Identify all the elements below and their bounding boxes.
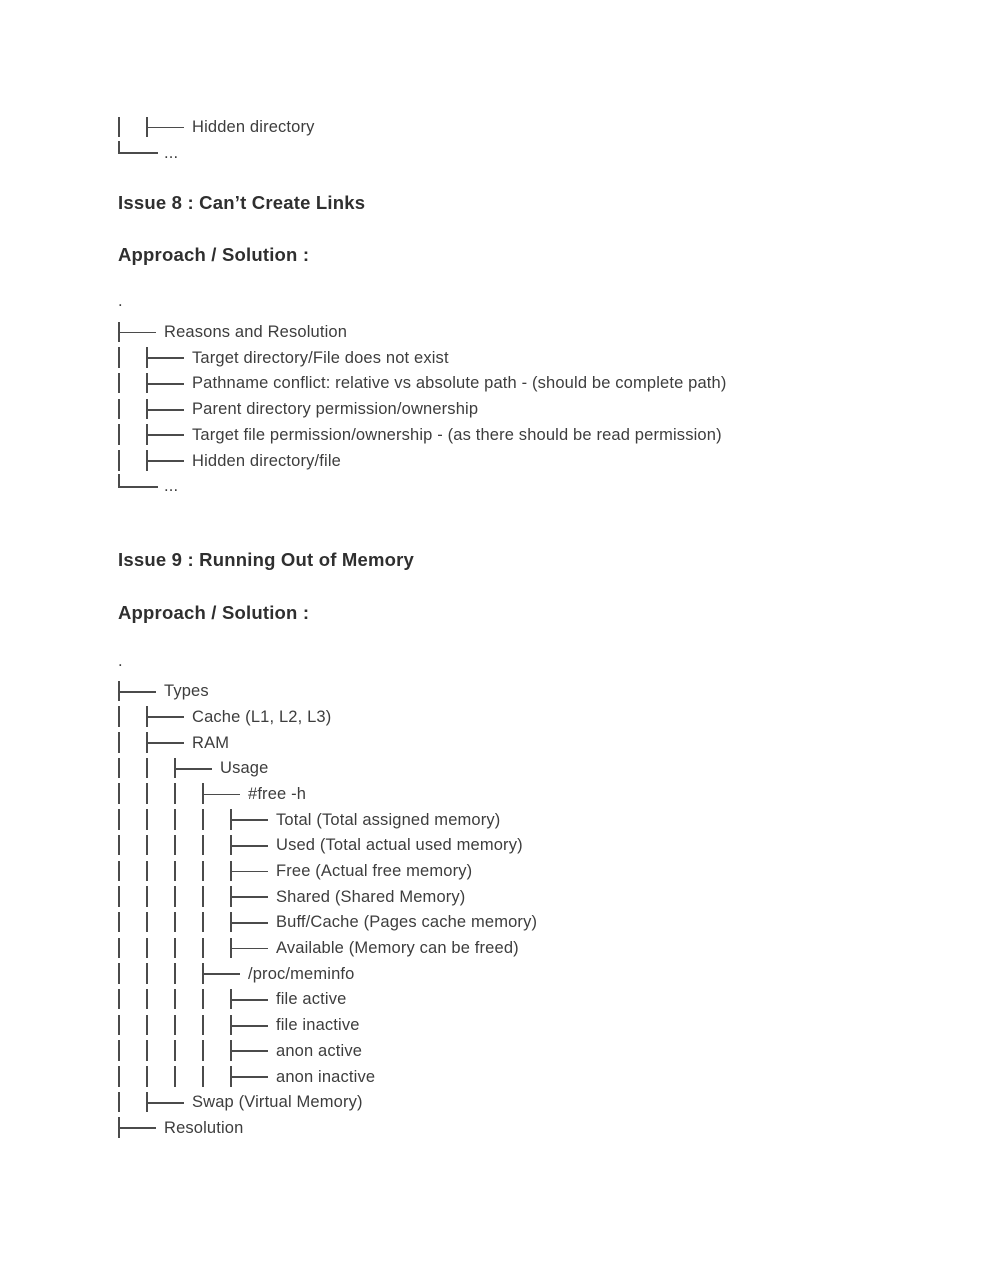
- tree-row-label: Usage: [220, 759, 269, 778]
- tree-tee-horizontal-line: [230, 1076, 268, 1078]
- tree-row-label: Cache (L1, L2, L3): [192, 707, 332, 726]
- tree-tee-horizontal-line: [118, 691, 156, 693]
- tree-row-label: file inactive: [276, 1016, 360, 1035]
- tree-vertical-line: [174, 1066, 176, 1087]
- tree-row-label: Resolution: [164, 1118, 244, 1137]
- tree-vertical-line: [146, 835, 148, 856]
- tree-row-label: Hidden directory/file: [192, 451, 341, 470]
- tree-tee-horizontal-line: [202, 794, 240, 796]
- tree-vertical-line: [174, 912, 176, 933]
- tree-vertical-line: [174, 809, 176, 830]
- tree-vertical-line: [174, 861, 176, 882]
- tree-tee-horizontal-line: [146, 742, 184, 744]
- tree-vertical-line: [118, 989, 120, 1010]
- tree-vertical-line: [118, 1015, 120, 1036]
- tree-row-label: Available (Memory can be freed): [276, 939, 519, 958]
- tree-elbow-horizontal-line: [118, 486, 158, 488]
- issue-8-heading: Issue 8 : Can’t Create Links: [118, 192, 366, 213]
- tree-vertical-line: [118, 912, 120, 933]
- tree-row-label: Reasons and Resolution: [164, 323, 348, 342]
- tree-root-dot: .: [118, 651, 123, 670]
- tree-vertical-line: [146, 809, 148, 830]
- tree-vertical-line: [146, 938, 148, 959]
- tree-row-label: Shared (Shared Memory): [276, 887, 466, 906]
- tree-tee-horizontal-line: [230, 819, 268, 821]
- tree-tee-horizontal-line: [146, 434, 184, 436]
- issue-9-approach-heading: Approach / Solution :: [118, 602, 310, 623]
- tree-vertical-line: [202, 1066, 204, 1087]
- tree-vertical-line: [174, 938, 176, 959]
- tree-tee-horizontal-line: [174, 768, 212, 770]
- tree-vertical-line: [118, 835, 120, 856]
- tree-tee-horizontal-line: [146, 409, 184, 411]
- tree-vertical-line: [118, 732, 120, 753]
- tree-vertical-line: [202, 912, 204, 933]
- tree-row-label: Buff/Cache (Pages cache memory): [276, 913, 538, 932]
- tree-tee-horizontal-line: [202, 973, 240, 975]
- tree-row-label: ...: [164, 477, 179, 496]
- tree-vertical-line: [202, 989, 204, 1010]
- tree-tee-horizontal-line: [146, 716, 184, 718]
- tree-vertical-line: [146, 861, 148, 882]
- tree-vertical-line: [118, 861, 120, 882]
- tree-vertical-line: [118, 886, 120, 907]
- tree-tee-horizontal-line: [230, 871, 268, 873]
- tree-vertical-line: [118, 424, 120, 445]
- tree-vertical-line: [146, 886, 148, 907]
- tree-row-label: ...: [164, 143, 179, 162]
- tree-vertical-line: [118, 938, 120, 959]
- tree-row-label: Total (Total assigned memory): [276, 810, 501, 829]
- tree-vertical-line: [118, 758, 120, 779]
- tree-vertical-line: [174, 886, 176, 907]
- tree-row-label: Parent directory permission/ownership: [192, 400, 479, 419]
- tree-vertical-line: [118, 1066, 120, 1087]
- tree-vertical-line: [174, 783, 176, 804]
- tree-vertical-line: [118, 399, 120, 420]
- tree-tee-horizontal-line: [146, 1102, 184, 1104]
- tree-vertical-line: [174, 989, 176, 1010]
- tree-vertical-line: [118, 1092, 120, 1113]
- tree-row-label: Target file permission/ownership - (as there should be read permission): [192, 425, 722, 444]
- tree-row-label: Used (Total actual used memory): [276, 836, 523, 855]
- tree-vertical-line: [146, 912, 148, 933]
- tree-vertical-line: [118, 373, 120, 394]
- tree-vertical-line: [118, 783, 120, 804]
- tree-vertical-line: [146, 758, 148, 779]
- tree-vertical-line: [202, 835, 204, 856]
- tree-vertical-line: [202, 1015, 204, 1036]
- tree-row-label: /proc/meminfo: [248, 964, 355, 983]
- tree-row-label: file active: [276, 990, 347, 1009]
- tree-root-dot: .: [118, 292, 123, 311]
- tree-vertical-line: [146, 1066, 148, 1087]
- tree-tee-horizontal-line: [146, 127, 184, 129]
- tree-vertical-line: [118, 963, 120, 984]
- tree-tee-horizontal-line: [146, 357, 184, 359]
- issue-8-approach-heading: Approach / Solution :: [118, 244, 310, 265]
- tree-row-label: #free -h: [248, 784, 307, 803]
- tree-vertical-line: [202, 886, 204, 907]
- tree-tee-horizontal-line: [230, 922, 268, 924]
- tree-row-label: Swap (Virtual Memory): [192, 1093, 363, 1112]
- tree-tee-horizontal-line: [230, 948, 268, 950]
- tree-vertical-line: [146, 1015, 148, 1036]
- tree-vertical-line: [174, 1040, 176, 1061]
- tree-tee-horizontal-line: [230, 1025, 268, 1027]
- tree-elbow-horizontal-line: [118, 152, 158, 154]
- tree-row-label: RAM: [192, 733, 230, 752]
- tree-vertical-line: [118, 450, 120, 471]
- tree-tee-horizontal-line: [230, 1050, 268, 1052]
- tree-row-label: Types: [164, 682, 209, 701]
- tree-row-label: Pathname conflict: relative vs absolute path - (should be complete path): [192, 374, 727, 393]
- tree-tee-horizontal-line: [146, 383, 184, 385]
- issue-9-heading: Issue 9 : Running Out of Memory: [118, 549, 415, 570]
- tree-vertical-line: [202, 861, 204, 882]
- tree-vertical-line: [174, 835, 176, 856]
- tree-vertical-line: [202, 809, 204, 830]
- tree-vertical-line: [118, 1040, 120, 1061]
- tree-tee-horizontal-line: [230, 845, 268, 847]
- tree-vertical-line: [146, 963, 148, 984]
- tree-row-label: anon inactive: [276, 1067, 376, 1086]
- tree-tee-horizontal-line: [230, 896, 268, 898]
- tree-vertical-line: [202, 938, 204, 959]
- tree-tee-horizontal-line: [118, 1127, 156, 1129]
- tree-vertical-line: [202, 1040, 204, 1061]
- tree-row-label: anon active: [276, 1041, 363, 1060]
- tree-vertical-line: [118, 347, 120, 368]
- tree-tee-horizontal-line: [118, 332, 156, 334]
- tree-vertical-line: [146, 1040, 148, 1061]
- tree-vertical-line: [174, 1015, 176, 1036]
- tree-tee-horizontal-line: [146, 460, 184, 462]
- tree-row-label: Free (Actual free memory): [276, 862, 473, 880]
- tree-vertical-line: [118, 117, 120, 138]
- tree-vertical-line: [146, 989, 148, 1010]
- tree-vertical-line: [146, 783, 148, 804]
- tree-vertical-line: [118, 706, 120, 727]
- tree-row-label: Target directory/File does not exist: [192, 348, 449, 367]
- tree-vertical-line: [174, 963, 176, 984]
- tree-row-label: Hidden directory: [192, 118, 315, 136]
- tree-tee-horizontal-line: [230, 999, 268, 1001]
- tree-vertical-line: [118, 809, 120, 830]
